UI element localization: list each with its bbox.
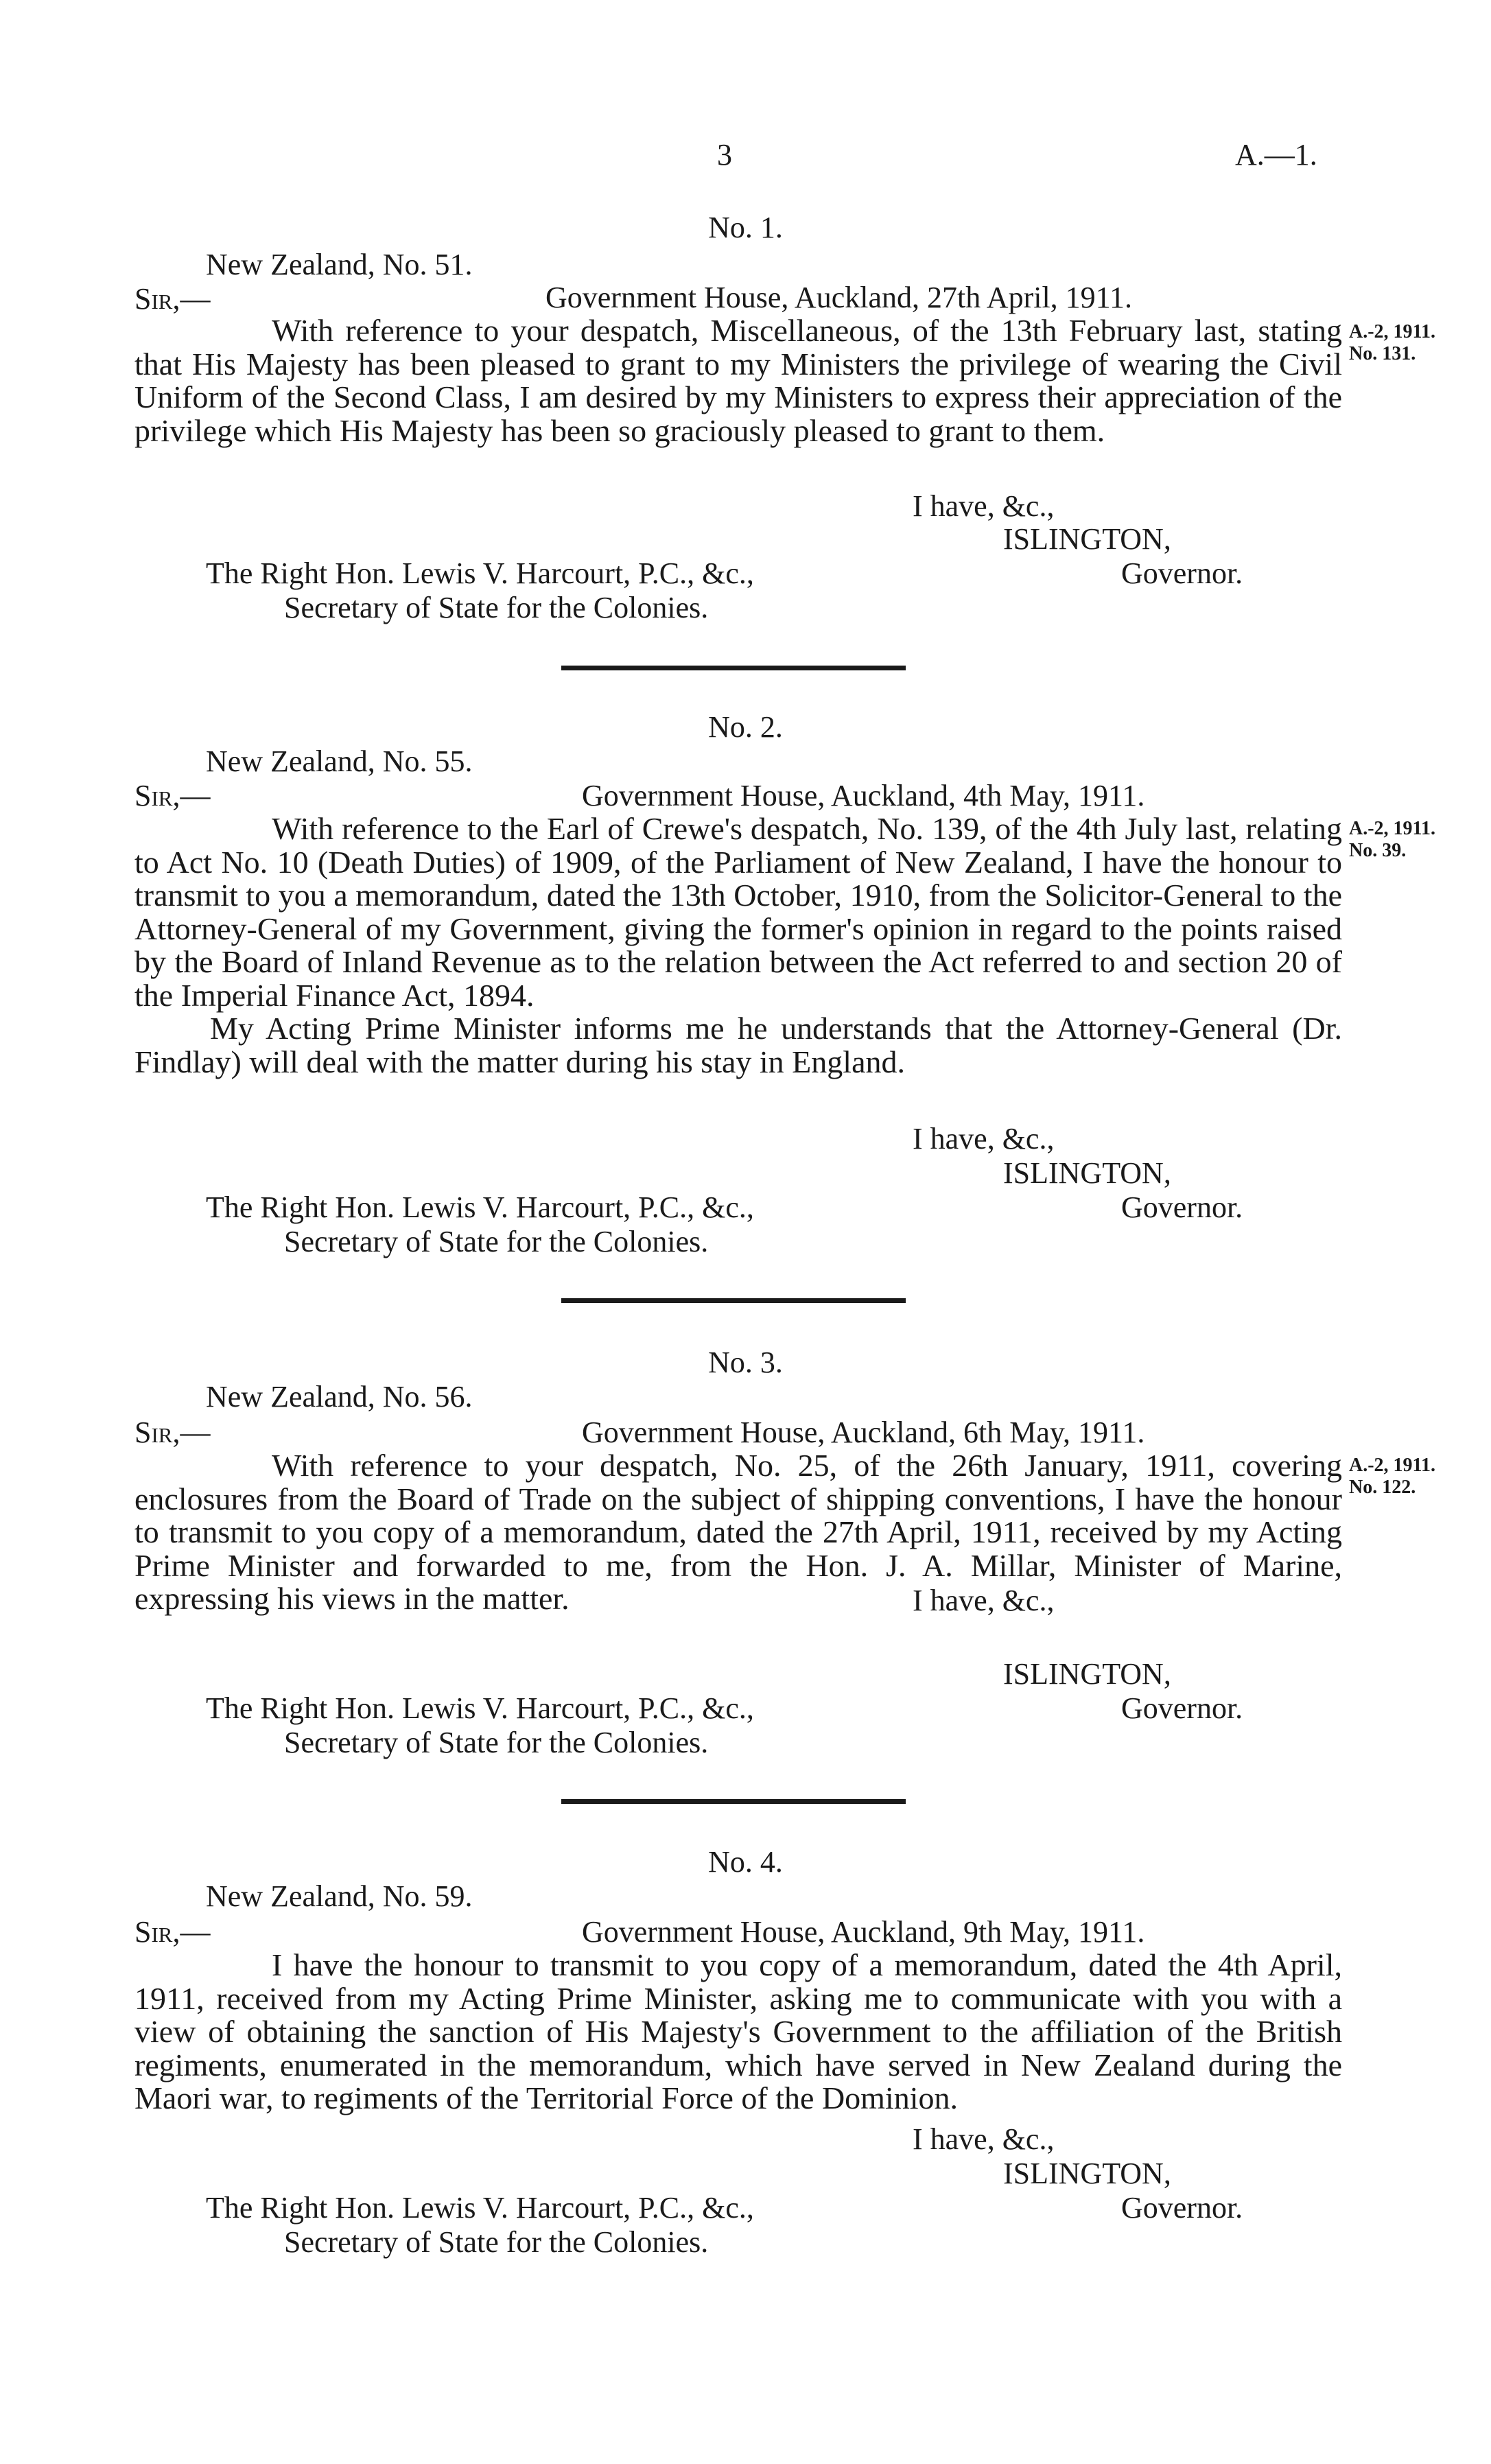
place-date: Government House, Auckland, 6th May, 1911. — [582, 1416, 1145, 1449]
addressee-title: Secretary of State for the Colonies. — [284, 1225, 709, 1258]
paragraph: My Acting Prime Minister informs me he understands that the Attorney-General (Dr. Findlay) will deal with the matter during his stay in England. — [134, 1011, 1342, 1079]
margin-ref-line: A.-2, 1911. — [1349, 818, 1435, 839]
despatch-reference: New Zealand, No. 59. — [206, 1879, 473, 1913]
margin-reference — [1349, 818, 1435, 862]
letter-number: No. 2. — [708, 710, 783, 744]
signer-title: Governor. — [1121, 2191, 1243, 2225]
paragraph: I have the honour to transmit to you copy of a memorandum, dated the 4th April, 1911, received from my Acting Prime Minister, asking me to communicate with you with a view of obtaining the sanction of His Majesty's Government to the affiliation of the British regiments, enumerated in the memorandum, which have served in New Zealand during the Maori war, to regiments of the Territorial Force of the Dominion. — [134, 1947, 1342, 2115]
addressee-title: Secretary of State for the Colonies. — [284, 1726, 709, 1759]
place-date: Government House, Auckland, 4th May, 1911. — [582, 779, 1145, 812]
signer: ISLINGTON, — [1003, 2157, 1171, 2190]
addressee-title: Secretary of State for the Colonies. — [284, 2225, 709, 2259]
margin-ref-line: No. 39. — [1349, 840, 1407, 861]
paragraph: With reference to the Earl of Crewe's despatch, No. 139, of the 4th July last, relating to Act No. 10 (Death Duties) of 1909, of the Parliament of New Zealand, I have the honour to transmit to you a memorandum, dated the 13th October, 1910, from the Solicitor-General to the Attorney-General of my Government, giving the former's opinion in regard to the points raised by the Board of Inland Revenue as to the relation between the Act referred to and section 20 of the Imperial Finance Act, 1894. — [134, 811, 1342, 1013]
closing: I have, &c., — [913, 1584, 1055, 1617]
letter-number: No. 4. — [708, 1845, 783, 1879]
letter-body — [134, 314, 1342, 447]
salutation: Sir,— — [134, 1416, 211, 1449]
paragraph: With reference to your despatch, No. 25, of the 26th January, 1911, covering enclosures from the Board of Trade on the subject of shipping conventions, I have the honour to transmit to you copy of a memorandum, dated the 27th April, 1911, received by my Acting Prime Minister and forwarded to me, from the Hon. J. A. Millar, Minister of Marine, expressing his views in the matter. — [134, 1448, 1342, 1616]
paragraph: With reference to your despatch, Miscellaneous, of the 13th February last, stating that His Majesty has been pleased to grant to my Ministers the privilege of wearing the Civil Uniform of the Second Class, I am desired by my Ministers to express their appreciation of the privilege which His Majesty has been so graciously pleased to grant to them. — [134, 313, 1342, 448]
place-date: Government House, Auckland, 9th May, 1911. — [582, 1915, 1145, 1949]
letter-number: No. 3. — [708, 1346, 783, 1379]
addressee-title: Secretary of State for the Colonies. — [284, 591, 709, 624]
closing: I have, &c., — [913, 2122, 1055, 2156]
margin-ref-line: No. 122. — [1349, 1477, 1416, 1498]
addressee: The Right Hon. Lewis V. Harcourt, P.C., &c., — [206, 1691, 754, 1725]
margin-ref-line: No. 131. — [1349, 343, 1416, 364]
salutation: Sir,— — [134, 1915, 211, 1949]
signer: ISLINGTON, — [1003, 522, 1171, 556]
signer-title: Governor. — [1121, 556, 1243, 590]
margin-reference — [1349, 321, 1435, 365]
margin-reference — [1349, 1455, 1435, 1499]
section-divider — [561, 1799, 906, 1804]
closing: I have, &c., — [913, 489, 1055, 523]
closing: I have, &c., — [913, 1122, 1055, 1155]
letter-body — [134, 1949, 1342, 2115]
page-code: A.—1. — [1235, 138, 1317, 172]
signer-title: Governor. — [1121, 1691, 1243, 1725]
addressee: The Right Hon. Lewis V. Harcourt, P.C., &c., — [206, 2191, 754, 2225]
salutation: Sir,— — [134, 282, 211, 316]
letter-number: No. 1. — [708, 211, 783, 244]
margin-ref-line: A.-2, 1911. — [1349, 1455, 1435, 1476]
salutation: Sir,— — [134, 779, 211, 812]
addressee: The Right Hon. Lewis V. Harcourt, P.C., &c., — [206, 1190, 754, 1224]
section-divider — [561, 1298, 906, 1303]
place-date: Government House, Auckland, 27th April, 1911. — [545, 281, 1133, 314]
page-number: 3 — [717, 138, 732, 172]
section-divider — [561, 666, 906, 670]
addressee: The Right Hon. Lewis V. Harcourt, P.C., &c., — [206, 556, 754, 590]
despatch-reference: New Zealand, No. 55. — [206, 744, 473, 778]
letter-body — [134, 1449, 1342, 1616]
letter-body — [134, 812, 1342, 1079]
despatch-reference: New Zealand, No. 56. — [206, 1380, 473, 1413]
margin-ref-line: A.-2, 1911. — [1349, 321, 1435, 342]
despatch-reference: New Zealand, No. 51. — [206, 248, 473, 281]
signer-title: Governor. — [1121, 1190, 1243, 1224]
signer: ISLINGTON, — [1003, 1156, 1171, 1190]
signer: ISLINGTON, — [1003, 1657, 1171, 1691]
